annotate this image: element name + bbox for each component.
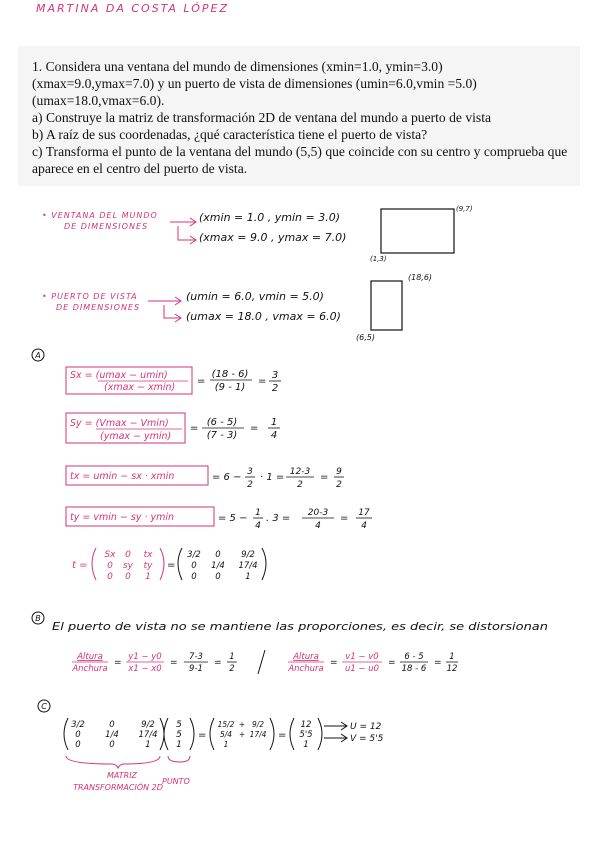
arrow-icon [164, 305, 181, 322]
transform-matrix-cell: 3/2 [71, 720, 85, 730]
brace-icon [66, 756, 160, 768]
ty-formula: ty = vmin − sy · ymin [70, 512, 175, 523]
product-vector-cell: 1 [223, 740, 229, 749]
ty-rhs-2: . 3 = [266, 513, 291, 524]
numeric-matrix-cell: 1/4 [211, 561, 225, 571]
svg-text:6 - 5: 6 - 5 [404, 652, 424, 662]
svg-text:2: 2 [297, 480, 303, 490]
svg-text:=: = [170, 658, 178, 668]
window-max: (xmax = 9.0 , ymax = 7.0) [199, 231, 347, 244]
svg-text:=: = [114, 658, 122, 668]
svg-text:Altura: Altura [293, 652, 319, 662]
svg-text:9: 9 [336, 467, 342, 477]
svg-text:u1 − u0: u1 − u0 [344, 664, 380, 674]
svg-text:1: 1 [449, 652, 455, 662]
window-label-2: DE DIMENSIONES [64, 222, 149, 231]
svg-text:18 - 6: 18 - 6 [401, 664, 427, 674]
svg-text:1: 1 [229, 652, 235, 662]
product-vector-cell: 9/2 [251, 720, 265, 729]
svg-text:4: 4 [255, 521, 261, 531]
sx-formula-den: (xmax − xmin) [104, 382, 176, 393]
svg-text:=: = [197, 376, 206, 387]
bracket-icon [178, 548, 182, 580]
bracket-icon [262, 548, 266, 580]
sy-den: (7 - 3) [206, 430, 238, 441]
tx-formula: tx = umin − sx · xmin [70, 471, 175, 482]
bracket-icon [270, 718, 274, 750]
point-vector [176, 720, 182, 750]
svg-text:=: = [340, 513, 349, 524]
numeric-matrix [187, 550, 257, 582]
point-vector-cell: 1 [176, 740, 182, 750]
matrix-label-2: TRANSFORMACIÓN 2D [73, 783, 163, 792]
bracket-icon [290, 718, 294, 750]
svg-text:=: = [330, 658, 338, 668]
numeric-matrix-cell: 17/4 [238, 561, 258, 571]
viewport-max: (umax = 18.0 , vmax = 6.0) [186, 310, 341, 323]
transform-matrix [71, 720, 157, 750]
product-vector [218, 720, 267, 749]
section-b-text: El puerto de vista no se mantiene las proporciones, es decir, se distorsionan [52, 621, 548, 633]
numeric-matrix-cell: 0 [215, 572, 221, 582]
result-vector [299, 720, 312, 750]
transform-matrix-cell: 0 [109, 740, 115, 750]
numeric-matrix-cell: 0 [191, 572, 197, 582]
point-vector-cell: 5 [176, 730, 182, 740]
transform-matrix-cell: 1 [145, 740, 151, 750]
svg-text:=: = [214, 658, 222, 668]
svg-text:x1 − x0: x1 − x0 [128, 664, 162, 674]
numeric-matrix-cell: 0 [191, 561, 197, 571]
svg-text:12: 12 [446, 664, 458, 674]
symbolic-matrix-cell: tx [143, 550, 153, 560]
arrow-icon [324, 722, 347, 730]
viewport-rectangle [371, 281, 402, 330]
svg-text:12-3: 12-3 [289, 467, 311, 477]
arrow-icon [178, 226, 196, 244]
numeric-matrix-cell: 0 [215, 550, 221, 560]
svg-text:=: = [190, 423, 199, 434]
symbolic-matrix-cell: ty [143, 561, 153, 571]
problem-intro: 1. Considera una ventana del mundo de dimensiones (xmin=1.0, ymin=3.0) (xmax=9.0,ymax=7.0) y un puerto de vista de dimensiones (umin=6.0,vmin =5.0) (umax=18.0,vmax=6.0). [32, 59, 477, 108]
viewport-label-1: • PUERTO DE VISTA [42, 292, 138, 301]
svg-text:=: = [250, 423, 259, 434]
ty-rhs-1: = 5 − [218, 513, 248, 524]
svg-text:Anchura: Anchura [72, 664, 108, 674]
result-vector-cell: 5'5 [299, 730, 313, 740]
problem-part-c: c) Transforma el punto de la ventana del mundo (5,5) que coincide con su centro y comprueba que aparece en el centro del puerto de vista. [32, 144, 568, 176]
symbolic-matrix-cell: 0 [125, 550, 131, 560]
svg-text:7-3: 7-3 [189, 652, 203, 662]
symbolic-matrix [104, 550, 153, 582]
window-min: (xmin = 1.0 , ymin = 3.0) [199, 211, 340, 224]
bracket-icon [318, 718, 322, 750]
bracket-icon [160, 718, 164, 750]
bracket-icon [160, 548, 164, 580]
transform-matrix-cell: 1/4 [105, 730, 119, 740]
sx-num: (18 - 6) [211, 369, 249, 380]
bracket-icon [164, 718, 168, 750]
numeric-matrix-cell: 3/2 [187, 550, 201, 560]
bracket-icon [64, 718, 68, 750]
svg-text:=: = [388, 658, 396, 668]
sx-result-den: 2 [271, 383, 279, 394]
sy-num: (6 - 5) [206, 417, 238, 428]
symbolic-matrix-cell: 0 [107, 572, 113, 582]
svg-text:9-1: 9-1 [189, 664, 203, 674]
transform-matrix-cell: 0 [75, 730, 81, 740]
section-c-letter: C [41, 702, 47, 711]
author-name: MARTINA DA COSTA LÓPEZ [36, 2, 229, 15]
point-vector-cell: 5 [176, 720, 182, 730]
numeric-matrix-cell: 9/2 [241, 550, 255, 560]
viewport-min: (umin = 6.0, vmin = 5.0) [186, 290, 324, 303]
problem-part-b: b) A raíz de sus coordenadas, ¿qué característica tiene el puerto de vista? [32, 127, 428, 142]
sy-formula-num: Sy = (Vmax − Vmin) [70, 418, 169, 429]
point-label: PUNTO [162, 777, 190, 786]
svg-text:3: 3 [247, 467, 253, 477]
numeric-matrix-cell: 1 [245, 572, 251, 582]
svg-text:2: 2 [336, 480, 342, 490]
svg-text:2: 2 [229, 664, 235, 674]
problem-part-a: a) Construye la matriz de transformación 2D de ventana del mundo a puerto de vista [32, 110, 492, 125]
sx-result-num: 3 [271, 370, 279, 381]
transform-matrix-cell: 0 [109, 720, 115, 730]
arrow-icon [148, 297, 181, 305]
symbolic-matrix-cell: 0 [107, 561, 113, 571]
bracket-icon [190, 718, 194, 750]
window-rectangle [381, 209, 454, 253]
t-label: t = [72, 560, 88, 571]
svg-text:Anchura: Anchura [288, 664, 324, 674]
matrix-label-1: MATRIZ [106, 771, 138, 780]
symbolic-matrix-cell: 0 [125, 572, 131, 582]
svg-text:=: = [198, 730, 207, 741]
transform-matrix-cell: 9/2 [141, 720, 155, 730]
svg-text:y1 − y0: y1 − y0 [128, 652, 162, 662]
svg-text:=: = [434, 658, 442, 668]
svg-text:4: 4 [361, 521, 367, 531]
arrow-icon [170, 218, 196, 226]
arrow-icon [324, 734, 347, 742]
svg-text:v1 − v0: v1 − v0 [345, 652, 379, 662]
svg-text:4: 4 [315, 521, 321, 531]
tx-rhs-2: · 1 = [260, 472, 285, 483]
bracket-icon [210, 718, 214, 750]
product-vector-cell: 15/2 [217, 720, 235, 729]
separator [258, 650, 265, 674]
brace-icon [168, 756, 190, 762]
symbolic-matrix-cell: Sx [104, 550, 116, 560]
svg-text:=: = [258, 376, 267, 387]
u-result: U = 12 [350, 722, 382, 732]
svg-text:=: = [278, 730, 287, 741]
svg-text:1: 1 [255, 508, 261, 518]
svg-text:20-3: 20-3 [307, 508, 329, 518]
product-vector-cell: + [238, 720, 246, 729]
bracket-icon [92, 548, 96, 580]
svg-text:=: = [320, 472, 329, 483]
symbolic-matrix-cell: sy [122, 561, 134, 571]
sy-formula-den: (ymax − ymin) [100, 431, 172, 442]
sx-den: (9 - 1) [214, 382, 246, 393]
transform-matrix-cell: 17/4 [138, 730, 158, 740]
sx-formula-num: Sx = (umax − umin) [70, 370, 168, 381]
v-result: V = 5'5 [350, 734, 384, 744]
window-label-1: • VENTANA DEL MUNDO [42, 211, 158, 220]
sy-result-den: 4 [270, 430, 278, 441]
result-vector-cell: 1 [303, 740, 309, 750]
svg-text:Altura: Altura [77, 652, 103, 662]
transform-matrix-cell: 0 [75, 740, 81, 750]
viewport-corner-bottom: (6,5) [356, 333, 375, 342]
result-vector-cell: 12 [300, 720, 312, 730]
product-vector-cell: + [238, 730, 246, 739]
viewport-label-2: DE DIMENSIONES [56, 303, 141, 312]
tx-rhs-1: = 6 − [212, 472, 242, 483]
svg-text:2: 2 [247, 480, 253, 490]
product-vector-cell: 17/4 [249, 730, 267, 739]
window-corner-top: (9,7) [456, 205, 473, 213]
viewport-corner-top: (18,6) [408, 273, 433, 282]
svg-text:17: 17 [358, 508, 370, 518]
window-corner-bottom: (1,3) [370, 255, 387, 263]
product-vector-cell: 5/4 [219, 730, 233, 739]
section-a-letter: A [35, 351, 41, 360]
section-b-letter: B [35, 614, 41, 623]
sy-result-num: 1 [270, 417, 278, 428]
svg-text:=: = [167, 560, 176, 571]
symbolic-matrix-cell: 1 [145, 572, 151, 582]
